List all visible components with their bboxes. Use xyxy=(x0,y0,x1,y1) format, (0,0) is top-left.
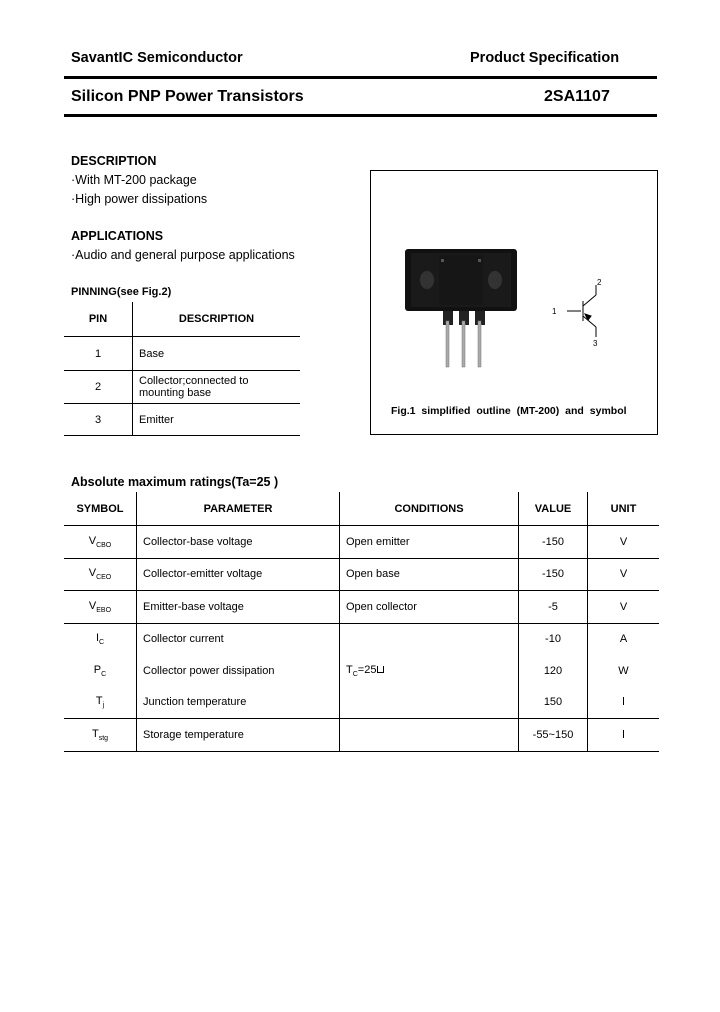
conditions-cell xyxy=(340,719,519,752)
pin-description: Collector;connected to mounting base xyxy=(133,371,301,404)
parameter-cell: Collector-base voltage xyxy=(137,526,340,559)
unit-cell: W xyxy=(618,664,629,677)
conditions-cell: Open base xyxy=(340,558,519,591)
value-cell: -55~150 xyxy=(519,719,588,752)
symbol-pin-1: 1 xyxy=(552,307,557,316)
table-row xyxy=(64,337,300,371)
degree-placeholder-icon xyxy=(623,730,624,738)
table-row xyxy=(64,655,659,687)
symbol-cell: $T_j$ xyxy=(64,687,137,719)
title-rule xyxy=(64,114,657,117)
company-name: SavantIC Semiconductor xyxy=(71,50,243,66)
package-outline-image xyxy=(371,171,657,434)
table-row xyxy=(64,623,659,655)
table-row xyxy=(64,719,659,752)
pin-description: Emitter xyxy=(133,404,301,436)
document-type: Product Specification xyxy=(470,50,620,66)
product-title: Silicon PNP Power Transistors xyxy=(71,88,304,105)
degree-placeholder-icon xyxy=(377,666,384,673)
unit-cell: V xyxy=(588,591,660,624)
unit-cell: A xyxy=(619,633,628,646)
unit-cell: V xyxy=(588,558,660,591)
conditions-cell xyxy=(340,623,519,655)
conditions-column-header: CONDITIONS xyxy=(340,492,519,526)
table-row xyxy=(64,687,659,719)
description-item: ·With MT-200 package xyxy=(71,173,197,187)
value-cell: -150 xyxy=(519,526,588,559)
table-row xyxy=(64,558,659,591)
ratings-table xyxy=(64,492,659,752)
parameter-cell: Collector current xyxy=(137,623,340,655)
degree-placeholder-icon xyxy=(623,697,624,705)
symbol-cell: $I_C$ xyxy=(64,623,137,655)
conditions-cell xyxy=(340,687,519,719)
pin-column-header: PIN xyxy=(64,302,133,337)
value-cell: 120 xyxy=(519,655,588,687)
parameter-cell: Collector-emitter voltage xyxy=(137,558,340,591)
symbol-pin-3: 3 xyxy=(593,339,598,348)
parameter-cell: Storage temperature xyxy=(137,719,340,752)
conditions-cell: Open collector xyxy=(340,591,519,624)
symbol-cell: $V_{CBO}$ xyxy=(64,526,137,559)
symbol-cell: $V_{EBO}$ xyxy=(64,591,137,624)
unit-cell xyxy=(588,719,660,752)
pinning-heading: PINNING(see Fig.2) xyxy=(71,286,172,298)
table-row xyxy=(64,404,300,436)
symbol-cell: $T_{stg}$ xyxy=(64,719,137,752)
unit-cell: V xyxy=(588,526,660,559)
parameter-cell: Collector power dissipation xyxy=(137,655,340,687)
parameter-cell: Emitter-base voltage xyxy=(137,591,340,624)
table-row xyxy=(64,526,659,559)
parameter-cell: Junction temperature xyxy=(137,687,340,719)
pinning-table xyxy=(64,302,300,436)
figure-box xyxy=(370,170,658,435)
table-row xyxy=(64,371,300,404)
unit-cell xyxy=(588,687,660,719)
symbol-column-header: SYMBOL xyxy=(64,492,137,526)
symbol-cell: $P_C$ xyxy=(64,655,137,687)
part-number: 2SA1107 xyxy=(544,88,610,105)
header-rule xyxy=(64,76,657,79)
description-heading: DESCRIPTION xyxy=(71,154,157,168)
table-row xyxy=(64,591,659,624)
value-cell: 150 xyxy=(519,687,588,719)
applications-item: ·Audio and general purpose applications xyxy=(71,248,295,262)
conditions-cell: $T_C=25$ xyxy=(340,655,519,687)
description-column-header: DESCRIPTION xyxy=(133,302,301,337)
applications-heading: APPLICATIONS xyxy=(71,229,164,243)
unit-column-header: UNIT xyxy=(588,492,660,526)
pin-number: 1 xyxy=(64,337,133,371)
value-cell: -150 xyxy=(519,558,588,591)
value-column-header: VALUE xyxy=(519,492,588,526)
conditions-cell: Open emitter xyxy=(340,526,519,559)
figure-caption: Fig.1 simplified outline (MT-200) and symbol xyxy=(391,405,627,417)
pin-number: 2 xyxy=(64,371,133,404)
ratings-heading: Absolute maximum ratings(Ta=25 ) xyxy=(71,475,279,489)
description-item: ·High power dissipations xyxy=(71,192,208,206)
symbol-pin-2: 2 xyxy=(597,278,602,287)
value-cell: -5 xyxy=(519,591,588,624)
symbol-cell: $V_{CEO}$ xyxy=(64,558,137,591)
value-cell: -10 xyxy=(519,623,588,655)
parameter-column-header: PARAMETER xyxy=(137,492,340,526)
pnp-symbol-icon xyxy=(567,285,596,337)
pin-number: 3 xyxy=(64,404,133,436)
pin-description: Base xyxy=(133,337,301,371)
